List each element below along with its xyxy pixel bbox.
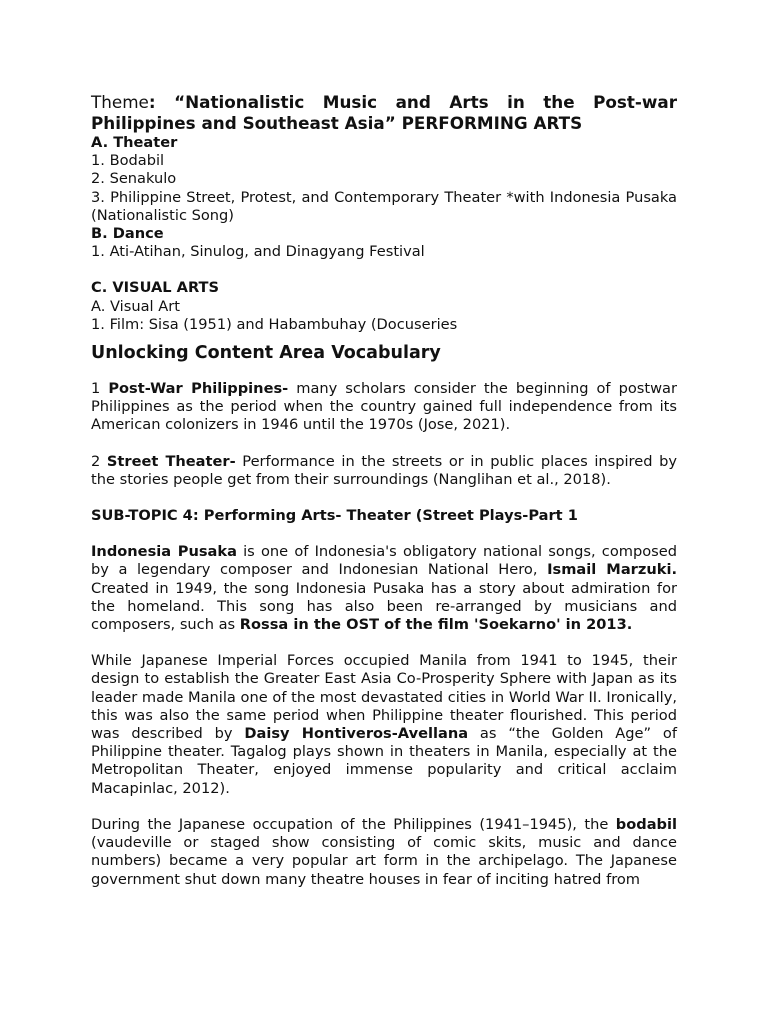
outline-subheading: A. Visual Art bbox=[91, 297, 180, 315]
paragraph-bodabil: During the Japanese occupation of the Philippines (1941–1945), the bodabil (vaudeville or staged show consisting of comic skits, music and dance numbers) became a very popular art form in the archipelago. The Japanese government shut down many theatre houses in fear of inciting hatred from bbox=[91, 815, 677, 888]
document-page bbox=[91, 92, 677, 889]
vocab-item: 1 Post-War Philippines- many scholars consider the beginning of postwar Philippines as the period when the country gained full independence from its American colonizers in 1946 until the 1970s (Jose, 2021). bbox=[91, 380, 677, 434]
vocab-term: Post-War Philippines- bbox=[108, 380, 289, 398]
theme-prefix: Theme bbox=[91, 92, 149, 112]
paragraph-golden-age: While Japanese Imperial Forces occupied Manila from 1941 to 1945, their design to establish the Greater East Asia Co-Prosperity Sphere with Japan as its leader made Manila one of the most devastated cities in World War II. Ironically, this was also the same period when Philippine theater flourished. This period was described by Daisy Hontiveros-Avellana as “the Golden Age” of Philippine theater. Tagalog plays shown in theaters in Manila, especially at the Metropolitan Theater, enjoyed immense popularity and critical acclaim Macapinlac, 2012). bbox=[91, 652, 677, 797]
outline-item: 1. Bodabil bbox=[91, 152, 165, 170]
theater-heading: A. Theater bbox=[91, 134, 178, 151]
paragraph-indonesia-pusaka: Indonesia Pusaka is one of Indonesia's obligatory national songs, composed by a legendary composer and Indonesian National Hero, Ismail Marzuki. Created in 1949, the song Indonesia Pusaka has a story about admiration for the homeland. This song has also been re-arranged by musicians and composers, such as Rossa in the OST of the film 'Soekarno' in 2013. bbox=[91, 543, 677, 634]
subtopic-heading: SUB-TOPIC 4: Performing Arts- Theater (Street Plays-Part 1 bbox=[91, 507, 578, 525]
outline bbox=[91, 134, 677, 334]
outline-item: 2. Senakulo bbox=[91, 170, 177, 188]
visual-arts-heading: C. VISUAL ARTS bbox=[91, 279, 219, 297]
theme-title bbox=[91, 92, 677, 134]
dance-heading: B. Dance bbox=[91, 225, 164, 243]
vocab-term: Street Theater- bbox=[106, 452, 236, 470]
outline-item: 1. Film: Sisa (1951) and Habambuhay (Docuseries bbox=[91, 315, 458, 333]
vocab-heading: Unlocking Content Area Vocabulary bbox=[91, 343, 441, 364]
theme-heading: : “Nationalistic Music and Arts in the Post-war Philippines and Southeast Asia” PERFORMING ARTS bbox=[91, 92, 677, 133]
outline-item: 3. Philippine Street, Protest, and Contemporary Theater *with Indonesia Pusaka (Nationalistic Song) bbox=[91, 188, 677, 224]
vocab-item: 2 Street Theater- Performance in the streets or in public places inspired by the stories people get from their surroundings (Nanglihan et al., 2018). bbox=[91, 452, 677, 488]
outline-item: 1. Ati-Atihan, Sinulog, and Dinagyang Festival bbox=[91, 243, 425, 261]
